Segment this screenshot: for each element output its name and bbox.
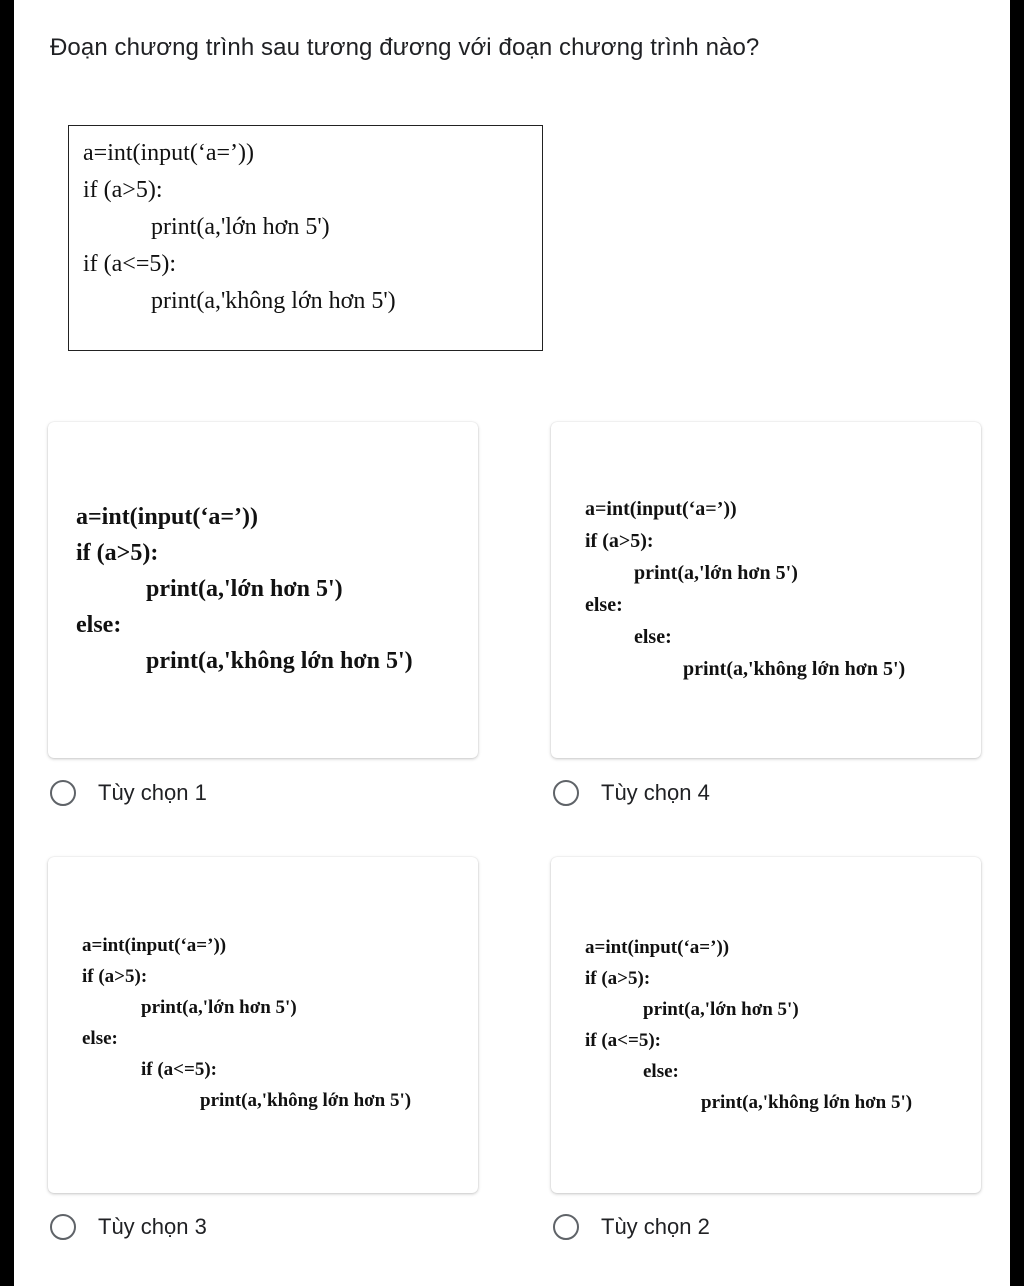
option-2-image-card: [551, 857, 981, 1193]
code-line: a=int(input(‘a=’)): [585, 498, 737, 520]
option-4-radio[interactable]: [553, 780, 710, 806]
radio-circle-icon[interactable]: [50, 1214, 76, 1240]
code-line: print(a,'không lớn hơn 5'): [200, 1090, 412, 1111]
code-line: print(a,'lớn hơn 5'): [146, 576, 343, 602]
code-line: print(a,'không lớn hơn 5'): [151, 288, 396, 314]
code-line: a=int(input(‘a=’)): [76, 504, 259, 530]
option-1-label[interactable]: Tùy chọn 1: [98, 780, 207, 805]
question-title: Đoạn chương trình sau tương đương với đoạn chương trình nào?: [50, 34, 760, 61]
code-line: else:: [634, 626, 672, 648]
code-line: if (a<=5):: [585, 1030, 661, 1051]
option-2-radio[interactable]: [553, 1214, 710, 1240]
code-line: else:: [585, 594, 623, 616]
code-line: a=int(input(‘a=’)): [82, 935, 227, 956]
form-page: [14, 0, 1010, 1286]
code-line: else:: [643, 1061, 679, 1082]
option-3-radio[interactable]: [50, 1214, 207, 1240]
code-line: if (a>5):: [585, 968, 651, 989]
radio-circle-icon[interactable]: [553, 780, 579, 806]
option-1-radio[interactable]: [50, 780, 207, 806]
code-line: if (a>5):: [76, 540, 159, 566]
option-4-label[interactable]: Tùy chọn 4: [601, 780, 710, 805]
option-4-image-card: [551, 422, 981, 758]
code-line: a=int(input(‘a=’)): [83, 140, 254, 166]
option-3-label[interactable]: Tùy chọn 3: [98, 1214, 207, 1239]
code-line: if (a>5):: [82, 966, 148, 987]
code-line: a=int(input(‘a=’)): [585, 937, 730, 958]
option-3-image-card: [48, 857, 478, 1193]
code-line: else:: [82, 1028, 118, 1049]
option-1-image-card: [48, 422, 478, 758]
option-2-label[interactable]: Tùy chọn 2: [601, 1214, 710, 1239]
question-code-box: [68, 125, 543, 351]
code-line: print(a,'không lớn hơn 5'): [146, 648, 413, 674]
code-line: print(a,'lớn hơn 5'): [643, 999, 799, 1020]
code-line: print(a,'không lớn hơn 5'): [683, 658, 906, 680]
code-line: if (a<=5):: [83, 251, 177, 277]
code-line: if (a>5):: [585, 530, 654, 552]
code-line: print(a,'không lớn hơn 5'): [701, 1092, 913, 1113]
radio-circle-icon[interactable]: [553, 1214, 579, 1240]
code-line: if (a<=5):: [141, 1059, 217, 1080]
code-line: else:: [76, 612, 122, 638]
code-line: print(a,'lớn hơn 5'): [151, 214, 330, 240]
code-line: if (a>5):: [83, 177, 163, 203]
radio-circle-icon[interactable]: [50, 780, 76, 806]
code-line: print(a,'lớn hơn 5'): [141, 997, 297, 1018]
code-line: print(a,'lớn hơn 5'): [634, 562, 798, 584]
